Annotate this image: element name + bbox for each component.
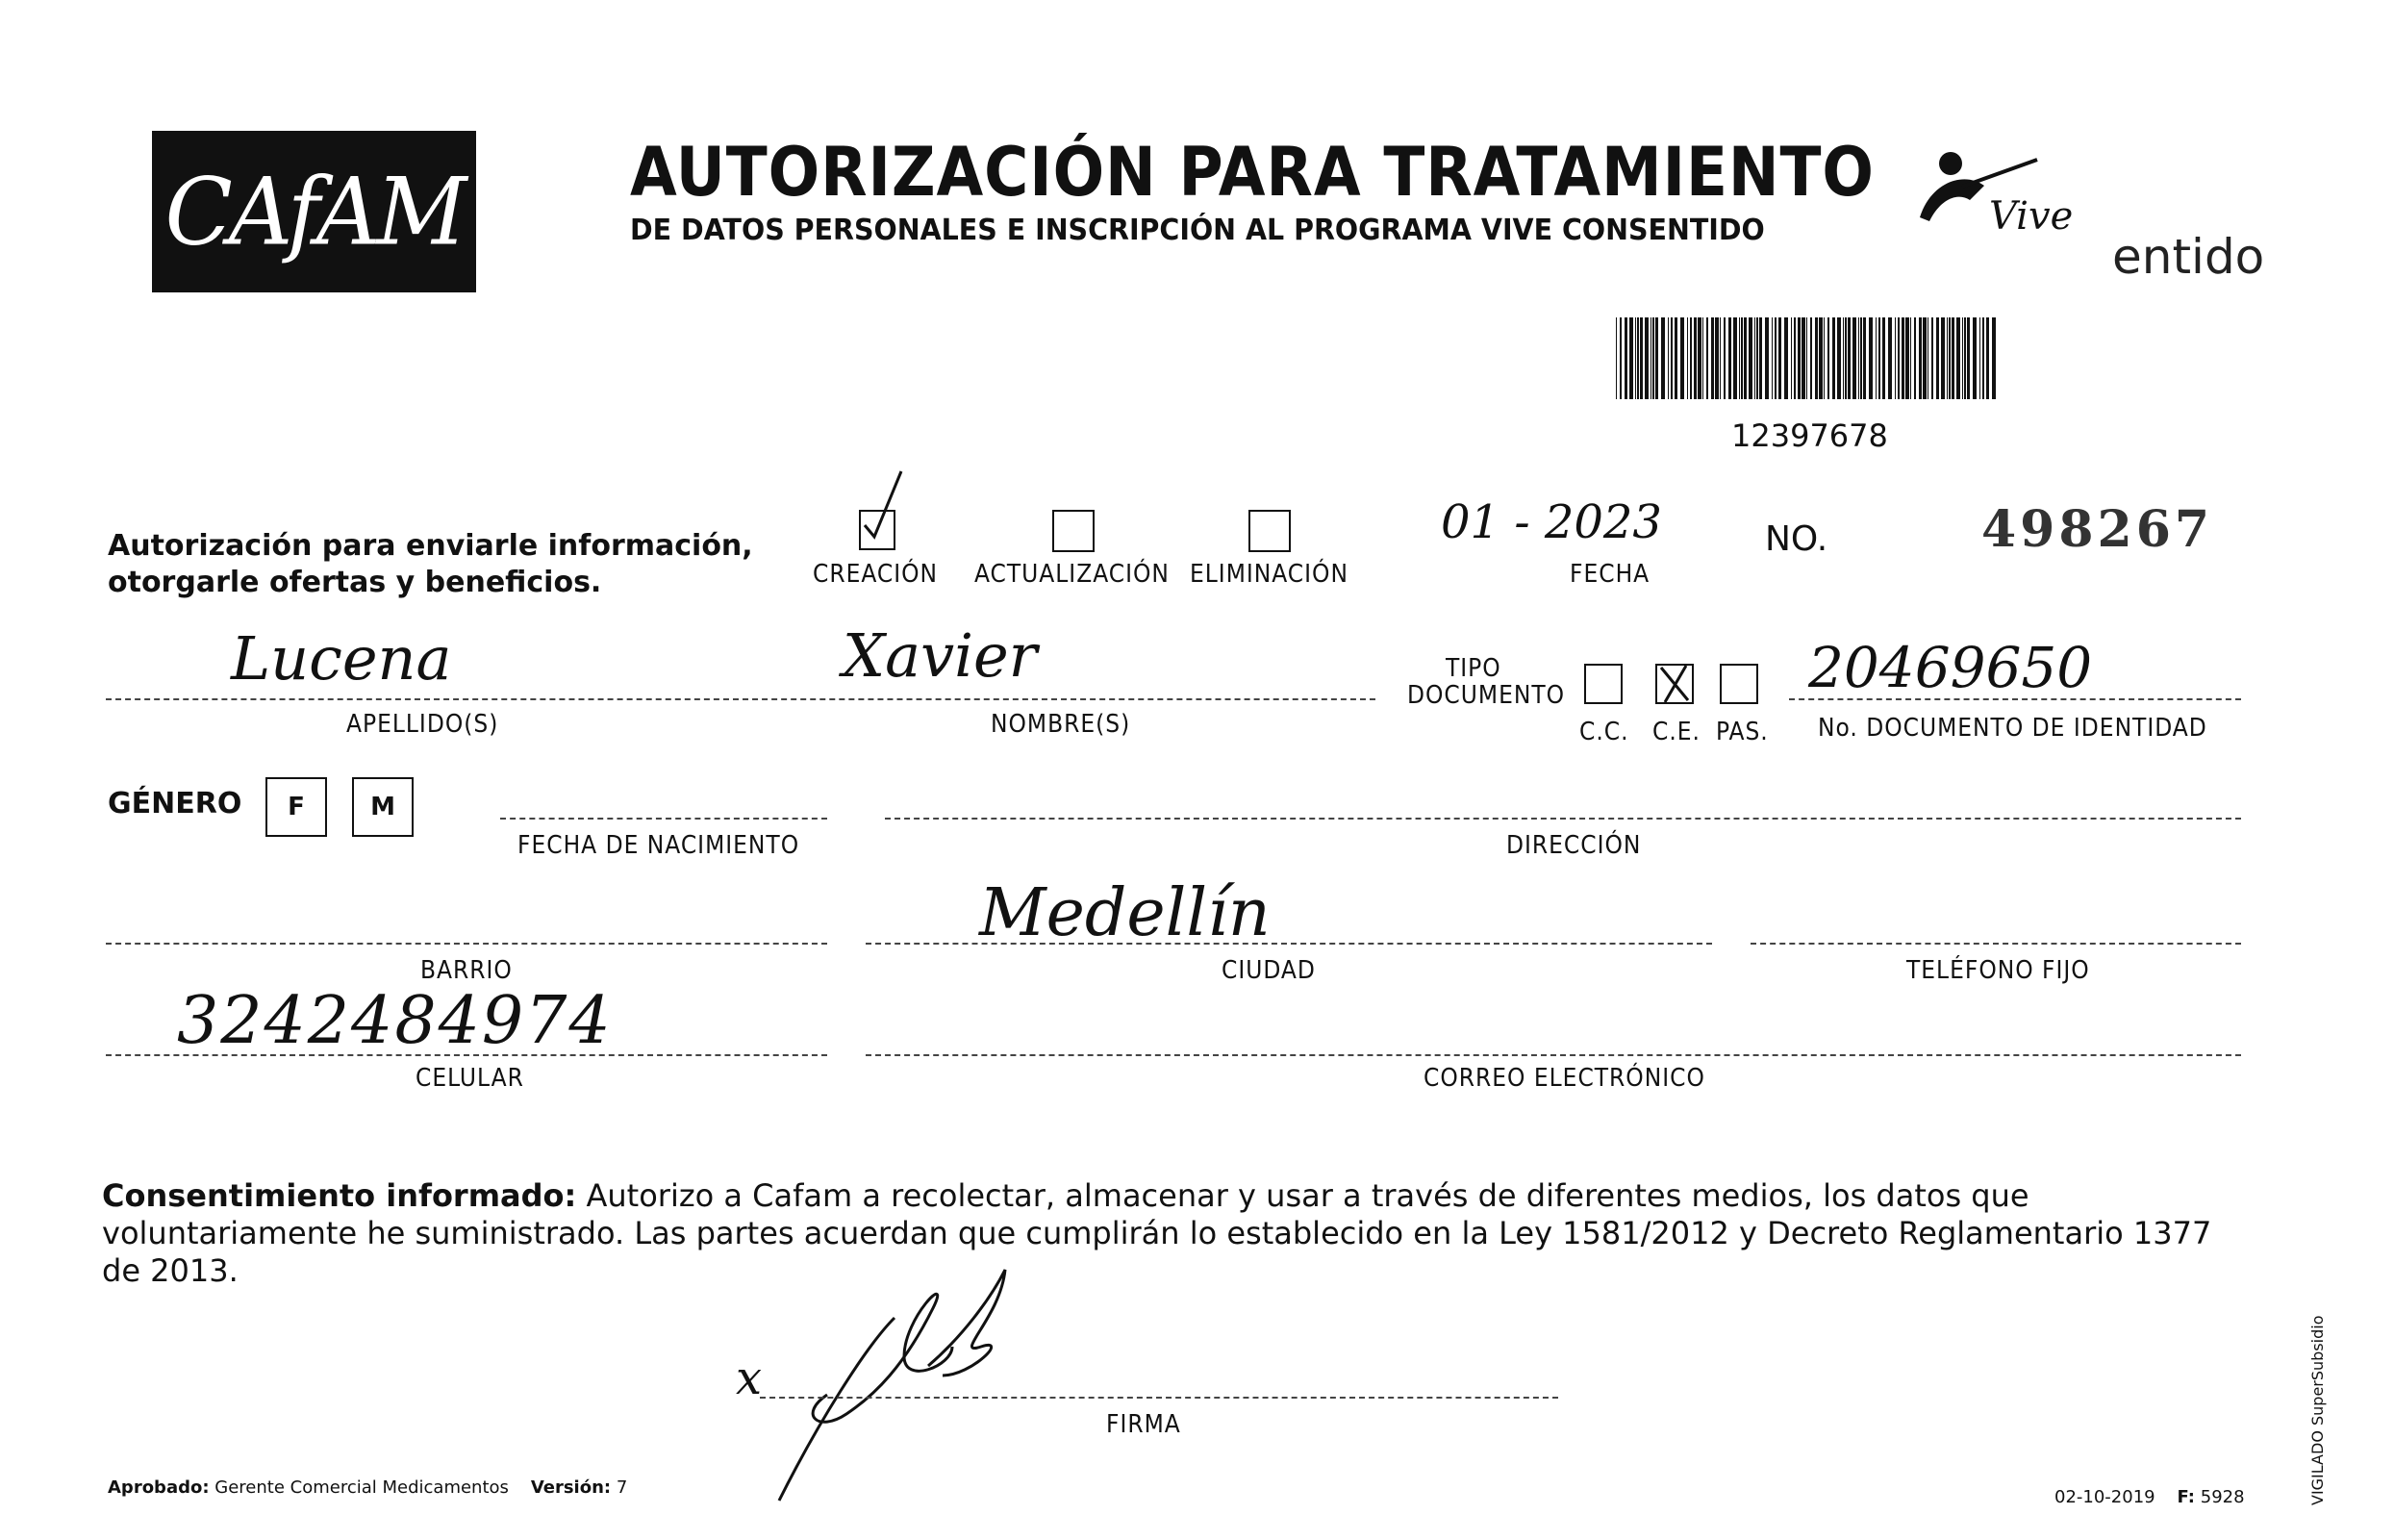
version-value: 7 [616, 1477, 628, 1498]
vigilado-side-text: VIGILADO SuperSubsidio [2308, 1315, 2327, 1505]
barcode-number: 12397678 [1731, 417, 1888, 454]
form-title: AUTORIZACIÓN PARA TRATAMIENTO [630, 133, 1875, 212]
fecha-nacimiento-line [500, 818, 827, 820]
celular-label: CELULAR [416, 1064, 524, 1093]
signature-label: FIRMA [1106, 1410, 1181, 1439]
cc-checkbox[interactable] [1584, 664, 1623, 704]
footer-code-label: F: [2177, 1487, 2196, 1507]
nombres-label: NOMBRE(S) [991, 710, 1131, 739]
creacion-label: CREACIÓN [813, 560, 939, 589]
ciudad-label: CIUDAD [1222, 956, 1316, 985]
consent-body: Autorizo a Cafam a recolectar, almacenar y usar a través de diferentes medios, los datos que voluntariamente he suministrado. Las partes acuerdan que cumplirán lo establecido en la Ley 1581/2012 y Decreto Reglamentario 1377 de 2013. [102, 1177, 2212, 1289]
direccion-line [885, 818, 2241, 820]
aprobado-label: Aprobado: [108, 1477, 210, 1498]
pas-checkbox[interactable] [1720, 664, 1758, 704]
fecha-value[interactable]: 01 - 2023 [1441, 495, 1662, 549]
person-row-line [106, 698, 1375, 700]
documento-value[interactable]: 20469650 [1808, 635, 2093, 700]
telefono-label: TELÉFONO FIJO [1906, 956, 2090, 985]
ce-label: C.E. [1652, 718, 1701, 746]
signature-line [760, 1397, 1558, 1399]
actualizacion-label: ACTUALIZACIÓN [974, 560, 1170, 589]
aprobado-value: Gerente Comercial Medicamentos [214, 1477, 509, 1498]
authorization-text-line1: Autorización para enviarle información, [108, 529, 753, 563]
barrio-label: BARRIO [420, 956, 513, 985]
authorization-text-line2: otorgarle ofertas y beneficios. [108, 566, 602, 599]
correo-line [866, 1054, 2241, 1056]
brand-suffix: entido [2112, 229, 2265, 285]
footer-left [108, 1477, 627, 1498]
eliminacion-checkbox[interactable] [1248, 510, 1291, 552]
check-mark-icon [855, 466, 913, 543]
telefono-line [1751, 943, 2241, 945]
nombres-value[interactable]: Xavier [843, 620, 1038, 691]
barcode-icon [1616, 317, 2001, 399]
apellidos-value[interactable]: Lucena [231, 623, 452, 694]
version-label: Versión: [530, 1477, 612, 1498]
genero-f-option[interactable]: F [265, 777, 327, 837]
no-label: NO. [1765, 519, 1828, 559]
signature-mark: x [736, 1351, 763, 1405]
celular-value[interactable]: 3242484974 [177, 983, 613, 1059]
apellidos-label: APELLIDO(S) [346, 710, 499, 739]
cc-label: C.C. [1579, 718, 1629, 746]
fecha-label: FECHA [1570, 560, 1651, 589]
signature-scribble-icon [760, 1250, 1125, 1510]
footer-code-value: 5928 [2200, 1487, 2245, 1507]
tipo-documento-label-2: DOCUMENTO [1407, 681, 1566, 710]
footer-date: 02-10-2019 [2054, 1487, 2155, 1507]
consent-paragraph [102, 1177, 2237, 1290]
creacion-checkbox[interactable] [859, 510, 895, 550]
logo-text: CAfAM [164, 157, 464, 266]
genero-label: GÉNERO [108, 787, 242, 820]
cross-mark-icon [1655, 662, 1694, 704]
barrio-line [106, 943, 827, 945]
documento-label: No. DOCUMENTO DE IDENTIDAD [1818, 714, 2207, 743]
actualizacion-checkbox[interactable] [1052, 510, 1095, 552]
footer-right [2054, 1487, 2245, 1507]
consent-heading: Consentimiento informado: [102, 1177, 577, 1214]
fecha-nacimiento-label: FECHA DE NACIMIENTO [517, 831, 800, 860]
no-value: 498267 [1981, 500, 2214, 559]
eliminacion-label: ELIMINACIÓN [1190, 560, 1348, 589]
vive-consentido-logo-icon [1912, 142, 2114, 239]
ce-checkbox[interactable] [1655, 664, 1694, 704]
tipo-documento-label-1: TIPO [1446, 654, 1501, 683]
genero-m-option[interactable]: M [352, 777, 414, 837]
correo-label: CORREO ELECTRÓNICO [1424, 1064, 1705, 1093]
ciudad-value[interactable]: Medellín [979, 875, 1271, 951]
pas-label: PAS. [1716, 718, 1769, 746]
brand-partial: Vive [1989, 194, 2074, 239]
cafam-logo [152, 131, 476, 292]
form-subtitle: DE DATOS PERSONALES E INSCRIPCIÓN AL PROGRAMA VIVE CONSENTIDO [630, 214, 1765, 247]
direccion-label: DIRECCIÓN [1506, 831, 1642, 860]
